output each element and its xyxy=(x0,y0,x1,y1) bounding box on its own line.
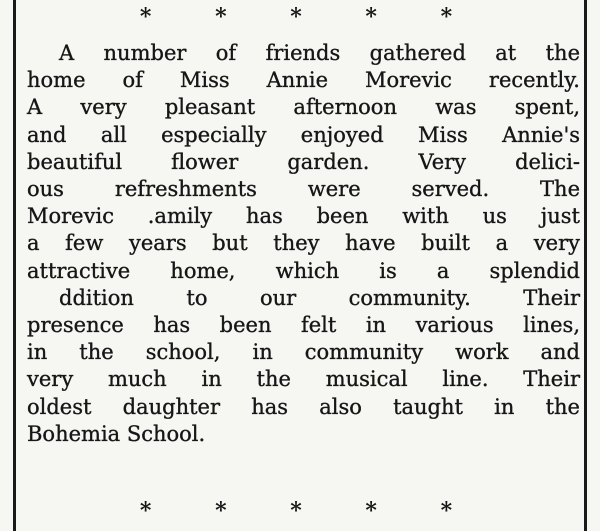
article-line: Bohemia School. xyxy=(27,421,206,446)
column-rule-right xyxy=(584,0,587,531)
article-line: attractive home, which is a splendid xyxy=(27,258,580,283)
article-line: home of Miss Annie Morevic recently. xyxy=(27,68,580,93)
top-star-separator: * * * * * xyxy=(139,4,481,30)
column-rule-left xyxy=(13,0,16,531)
article-line: ous refreshments were served. The xyxy=(27,177,580,202)
article-line: A very pleasant afternoon was spent, xyxy=(27,95,580,120)
article-line: A number of friends gathered at the xyxy=(59,41,580,65)
article-line: very much in the musical line. Their xyxy=(27,367,580,392)
article-line: a few years but they have built a very xyxy=(27,231,580,256)
article-line: beautiful flower garden. Very delici- xyxy=(27,149,580,174)
article-line: Morevic .amily has been with us just xyxy=(27,204,580,229)
article-line: in the school, in community work and xyxy=(27,340,580,365)
article-line: presence has been felt in various lines, xyxy=(27,313,580,338)
article-line: oldest daughter has also taught in the xyxy=(27,394,580,419)
article-line: and all especially enjoyed Miss Annie's xyxy=(27,122,580,147)
article-line: ddition to our community. Their xyxy=(59,285,580,310)
article-body xyxy=(27,40,580,448)
bottom-star-separator: * * * * * xyxy=(139,498,481,524)
